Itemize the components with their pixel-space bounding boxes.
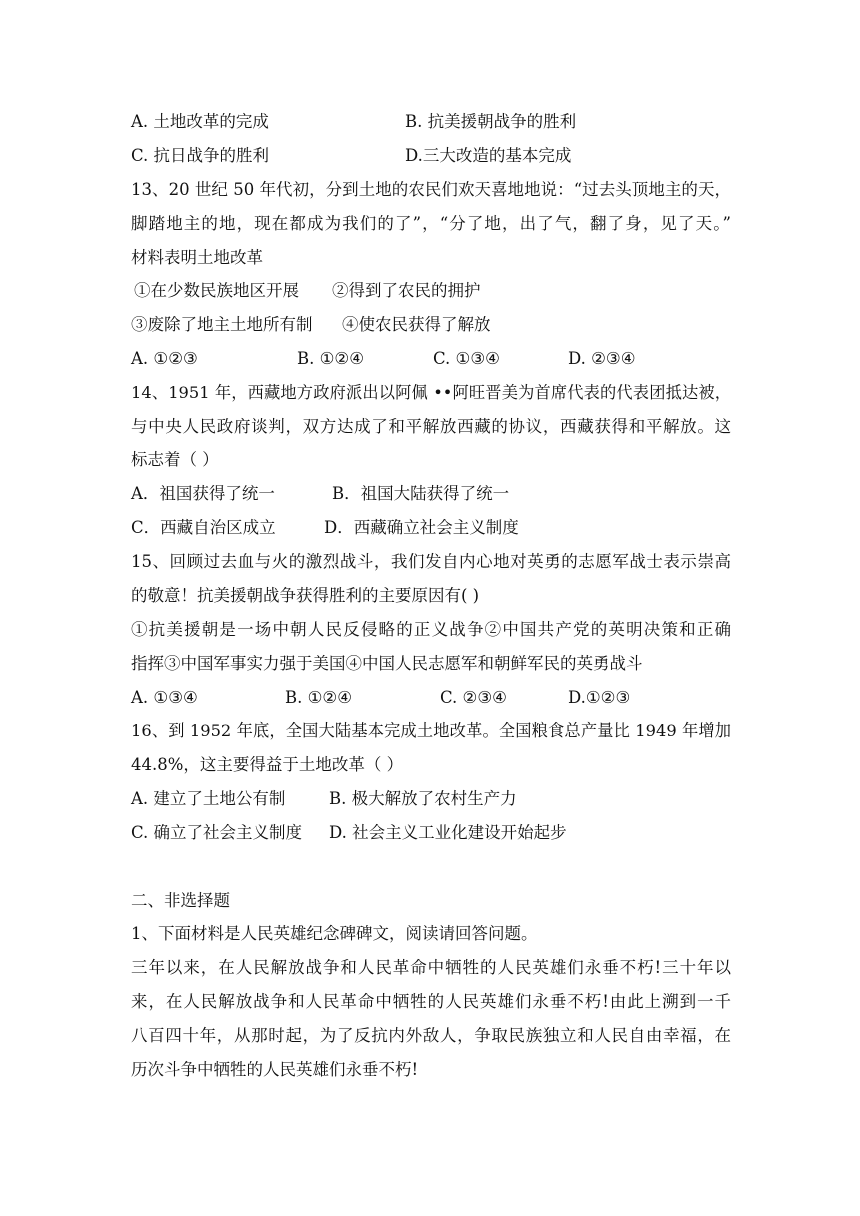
q14-stem-line-3: 标志着（ ） xyxy=(131,450,219,469)
q14-option-b: B．祖国大陆获得了统一 xyxy=(332,484,510,503)
q13-option-b: B. ①②④ xyxy=(297,349,364,368)
passage-line-3: 八百四十年，从那时起，为了反抗内外敌人，争取民族独立和人民自由幸福，在 xyxy=(131,1026,731,1045)
q12-option-b: B. 抗美援朝战争的胜利 xyxy=(405,112,577,131)
q13-stem-line-3: 材料表明土地改革 xyxy=(131,248,263,267)
q14-option-d: D．西藏确立社会主义制度 xyxy=(324,518,519,537)
q14-stem-line-2: 与中央人民政府谈判，双方达成了和平解放西藏的协议，西藏获得和平解放。这 xyxy=(131,417,731,436)
q13-option-c: C. ①③④ xyxy=(433,349,500,368)
q13-item-2: ②得到了农民的拥护 xyxy=(332,281,481,300)
q12-option-d: D.三大改造的基本完成 xyxy=(405,146,572,165)
q13-option-a: A. ①②③ xyxy=(131,349,198,368)
q15-option-c: C. ②③④ xyxy=(440,688,507,707)
q13-item-4: ④使农民获得了解放 xyxy=(342,315,491,334)
q15-option-d: D.①②③ xyxy=(568,688,631,707)
q16-option-a: A. 建立了土地公有制 xyxy=(131,789,286,808)
q16-option-c: C. 确立了社会主义制度 xyxy=(131,823,303,842)
q15-option-b: B. ①②④ xyxy=(285,688,352,707)
q15-stem-line-1: 15、回顾过去血与火的激烈战斗，我们发自内心地对英勇的志愿军战士表示崇高 xyxy=(131,552,731,571)
q15-option-a: A. ①③④ xyxy=(131,688,198,707)
q13-option-d: D. ②③④ xyxy=(568,349,636,368)
q13-item-3: ③废除了地主土地所有制 xyxy=(131,315,313,334)
passage-line-1: 三年以来，在人民解放战争和人民革命中牺牲的人民英雄们永垂不朽!三十年以 xyxy=(131,958,731,977)
q13-item-1: ①在少数民族地区开展 xyxy=(134,281,299,300)
q14-option-a: A．祖国获得了统一 xyxy=(131,484,275,503)
q16-stem-line-2: 44.8%，这主要得益于土地改革（ ） xyxy=(131,755,404,774)
q14-option-c: C．西藏自治区成立 xyxy=(131,518,276,537)
q14-stem-line-1: 14、1951 年，西藏地方政府派出以阿佩 ••阿旺晋美为首席代表的代表团抵达被， xyxy=(131,383,731,402)
q15-items-line-1: ①抗美援朝是一场中朝人民反侵略的正义战争②中国共产党的英明决策和正确 xyxy=(131,620,731,639)
q13-stem-line-1: 13、20 世纪 50 年代初，分到土地的农民们欢天喜地地说：“过去头顶地主的天， xyxy=(131,180,731,199)
q15-items-line-2: 指挥③中国军事实力强于美国④中国人民志愿军和朝鲜军民的英勇战斗 xyxy=(131,654,643,673)
q12-option-c: C. 抗日战争的胜利 xyxy=(131,146,270,165)
passage-line-4: 历次斗争中牺牲的人民英雄们永垂不朽! xyxy=(131,1060,419,1079)
passage-line-2: 来，在人民解放战争和人民革命中牺牲的人民英雄们永垂不朽!由此上溯到一千 xyxy=(131,992,731,1011)
q16-stem-line-1: 16、到 1952 年底，全国大陆基本完成土地改革。全国粮食总产量比 1949 年增加 xyxy=(131,721,731,740)
q15-stem-line-2: 的敬意！抗美援朝战争获得胜利的主要原因有( ) xyxy=(131,586,480,605)
q13-stem-line-2: 脚踏地主的地，现在都成为我们的了”，“分了地，出了气，翻了身，见了天。” xyxy=(131,214,731,233)
section-title: 二、非选择题 xyxy=(131,891,230,910)
q1-stem: 1、下面材料是人民英雄纪念碑碑文，阅读请回答问题。 xyxy=(131,924,538,943)
q12-option-a: A. 土地改革的完成 xyxy=(131,112,269,131)
q16-option-b: B. 极大解放了农村生产力 xyxy=(329,789,517,808)
q16-option-d: D. 社会主义工业化建设开始起步 xyxy=(329,823,567,842)
